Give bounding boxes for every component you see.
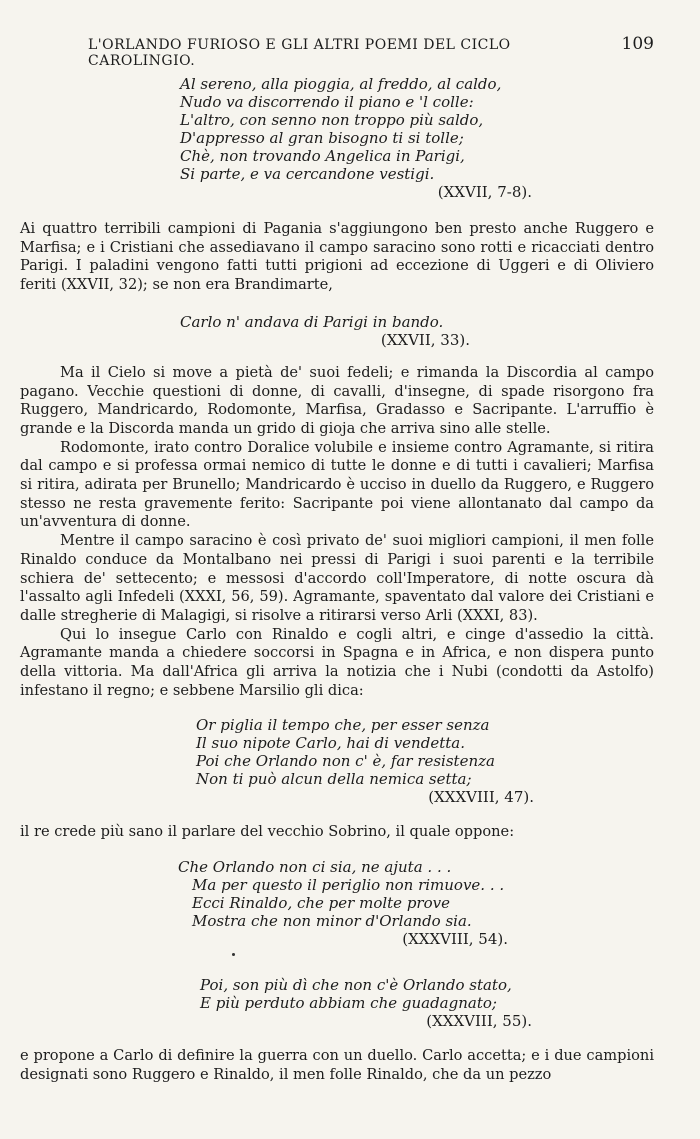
verse-line: Non ti può alcun della nemica setta; — [196, 770, 472, 789]
paragraph: Rodomonte, irato contro Doralice volubile e insieme contro Agramante, si ritira dal campo e si professa ormai nemico di tutte le donne e di tutti i cavalieri; Marfisa si ritira, adirata per Brunello; Mandricardo è ucciso in duello da Ruggero, e Ruggero stesso ne resta gravemente ferito: Sacripante poi viene allontanato dal campo da un'avventura di donne. — [20, 438, 654, 531]
verse-line: Poi che Orlando non c' è, far resistenza — [196, 752, 495, 771]
verse-quote-5 — [200, 976, 532, 1031]
verse-line: Or piglia il tempo che, per esser senza — [196, 716, 490, 735]
verse-quote-1 — [180, 75, 532, 202]
paragraph: Qui lo insegue Carlo con Rinaldo e cogli altri, e cinge d'assedio la città. Agramante manda a chiedere soccorsi in Spagna e in Africa, e non dispera punto della vittoria. Ma dall'Africa gli arriva la notizia che i Nubi (condotti da Astolfo) infestano il regno; e sebbene Marsilio gli dica: — [20, 625, 654, 699]
verse-line: Poi, son più dì che non c'è Orlando stato, — [200, 976, 512, 995]
verse-line: Carlo n' andava di Parigi in bando. — [180, 312, 444, 331]
verse-citation: (XXXVIII, 55). — [426, 1012, 532, 1031]
verse-line: D'appresso al gran bisogno ti si tolle; — [180, 129, 464, 147]
verse-citation: (XXVII, 33). — [380, 330, 470, 349]
paragraph: Ma il Cielo si move a pietà de' suoi fedeli; e rimanda la Discordia al campo pagano. Vecchie questioni di donne, di cavalli, d'insegne, di spade risorgono fra Ruggero, Mandricardo, Rodomonte, Marfisa, Gradasso e Sacripante. L'arruffio è grande e la Discorda manda un grido di gioja che arriva sino alle stelle. — [20, 363, 654, 437]
verse-line: Mostra che non minor d'Orlando sia. — [192, 912, 472, 931]
ornament-dot — [232, 953, 235, 956]
verse-line: Chè, non trovando Angelica in Parigi, — [180, 147, 465, 165]
paragraph: Ai quattro terribili campioni di Pagania s'aggiungono ben presto anche Ruggero e Marfisa; e i Cristiani che assediavano il campo saracino sono rotti e ricacciati dentro Parigi. I paladini vengono fatti tutti prigioni ad eccezione di Uggeri e di Oliviero feriti (XXVII, 32); se non era Brandimarte, — [20, 220, 654, 294]
verse-citation: (XXXVIII, 54). — [402, 930, 508, 949]
verse-line: Ecci Rinaldo, che per molte prove — [192, 894, 450, 913]
verse-line: Ma per questo il periglio non rimuove. . . — [192, 876, 505, 895]
verse-line: Che Orlando non ci sia, ne ajuta . . . — [178, 858, 452, 877]
verse-line: Al sereno, alla pioggia, al freddo, al caldo, — [180, 75, 502, 93]
verse-quote-4 — [178, 858, 508, 949]
paragraph: e propone a Carlo di definire la guerra con un duello. Carlo accetta; e i due campioni designati sono Ruggero e Rinaldo, il men folle Rinaldo, che da un pezzo — [20, 1047, 654, 1083]
verse-line: L'altro, con senno non troppo più saldo, — [180, 111, 484, 129]
verse-line: E più perduto abbiam che guadagnato; — [200, 994, 497, 1013]
page-number: 109 — [621, 34, 654, 54]
verse-quote-3 — [196, 716, 534, 807]
paragraph: Mentre il campo saracino è così privato de' suoi migliori campioni, il men folle Rinaldo conduce da Montalbano nei pressi di Parigi i suoi parenti e la terribile schiera de' settecento; e messosi d'accordo coll'Imperatore, di notte oscura dà l'assalto agli Infedeli (XXXI, 56, 59). Agramante, spaventato dal valore dei Cristiani e dalle stregherie di Malagigi, si risolve a ritirarsi verso Arli (XXXI, 83). — [20, 532, 654, 624]
verse-line: Nudo va discorrendo il piano e 'l colle: — [180, 93, 474, 111]
running-header — [88, 34, 654, 69]
paragraph: il re crede più sano il parlare del vecchio Sobrino, il quale oppone: — [20, 823, 515, 841]
verse-line: Si parte, e va cercandone vestigi. — [180, 165, 435, 183]
verse-line: Il suo nipote Carlo, hai di vendetta. — [196, 734, 465, 753]
verse-citation: (XXXVIII, 47). — [428, 788, 534, 807]
verse-quote-2 — [180, 313, 470, 350]
verse-citation: (XXVII, 7-8). — [437, 183, 532, 201]
running-title: L'ORLANDO FURIOSO E GLI ALTRI POEMI DEL CICLO CAROLINGIO. — [88, 37, 511, 69]
